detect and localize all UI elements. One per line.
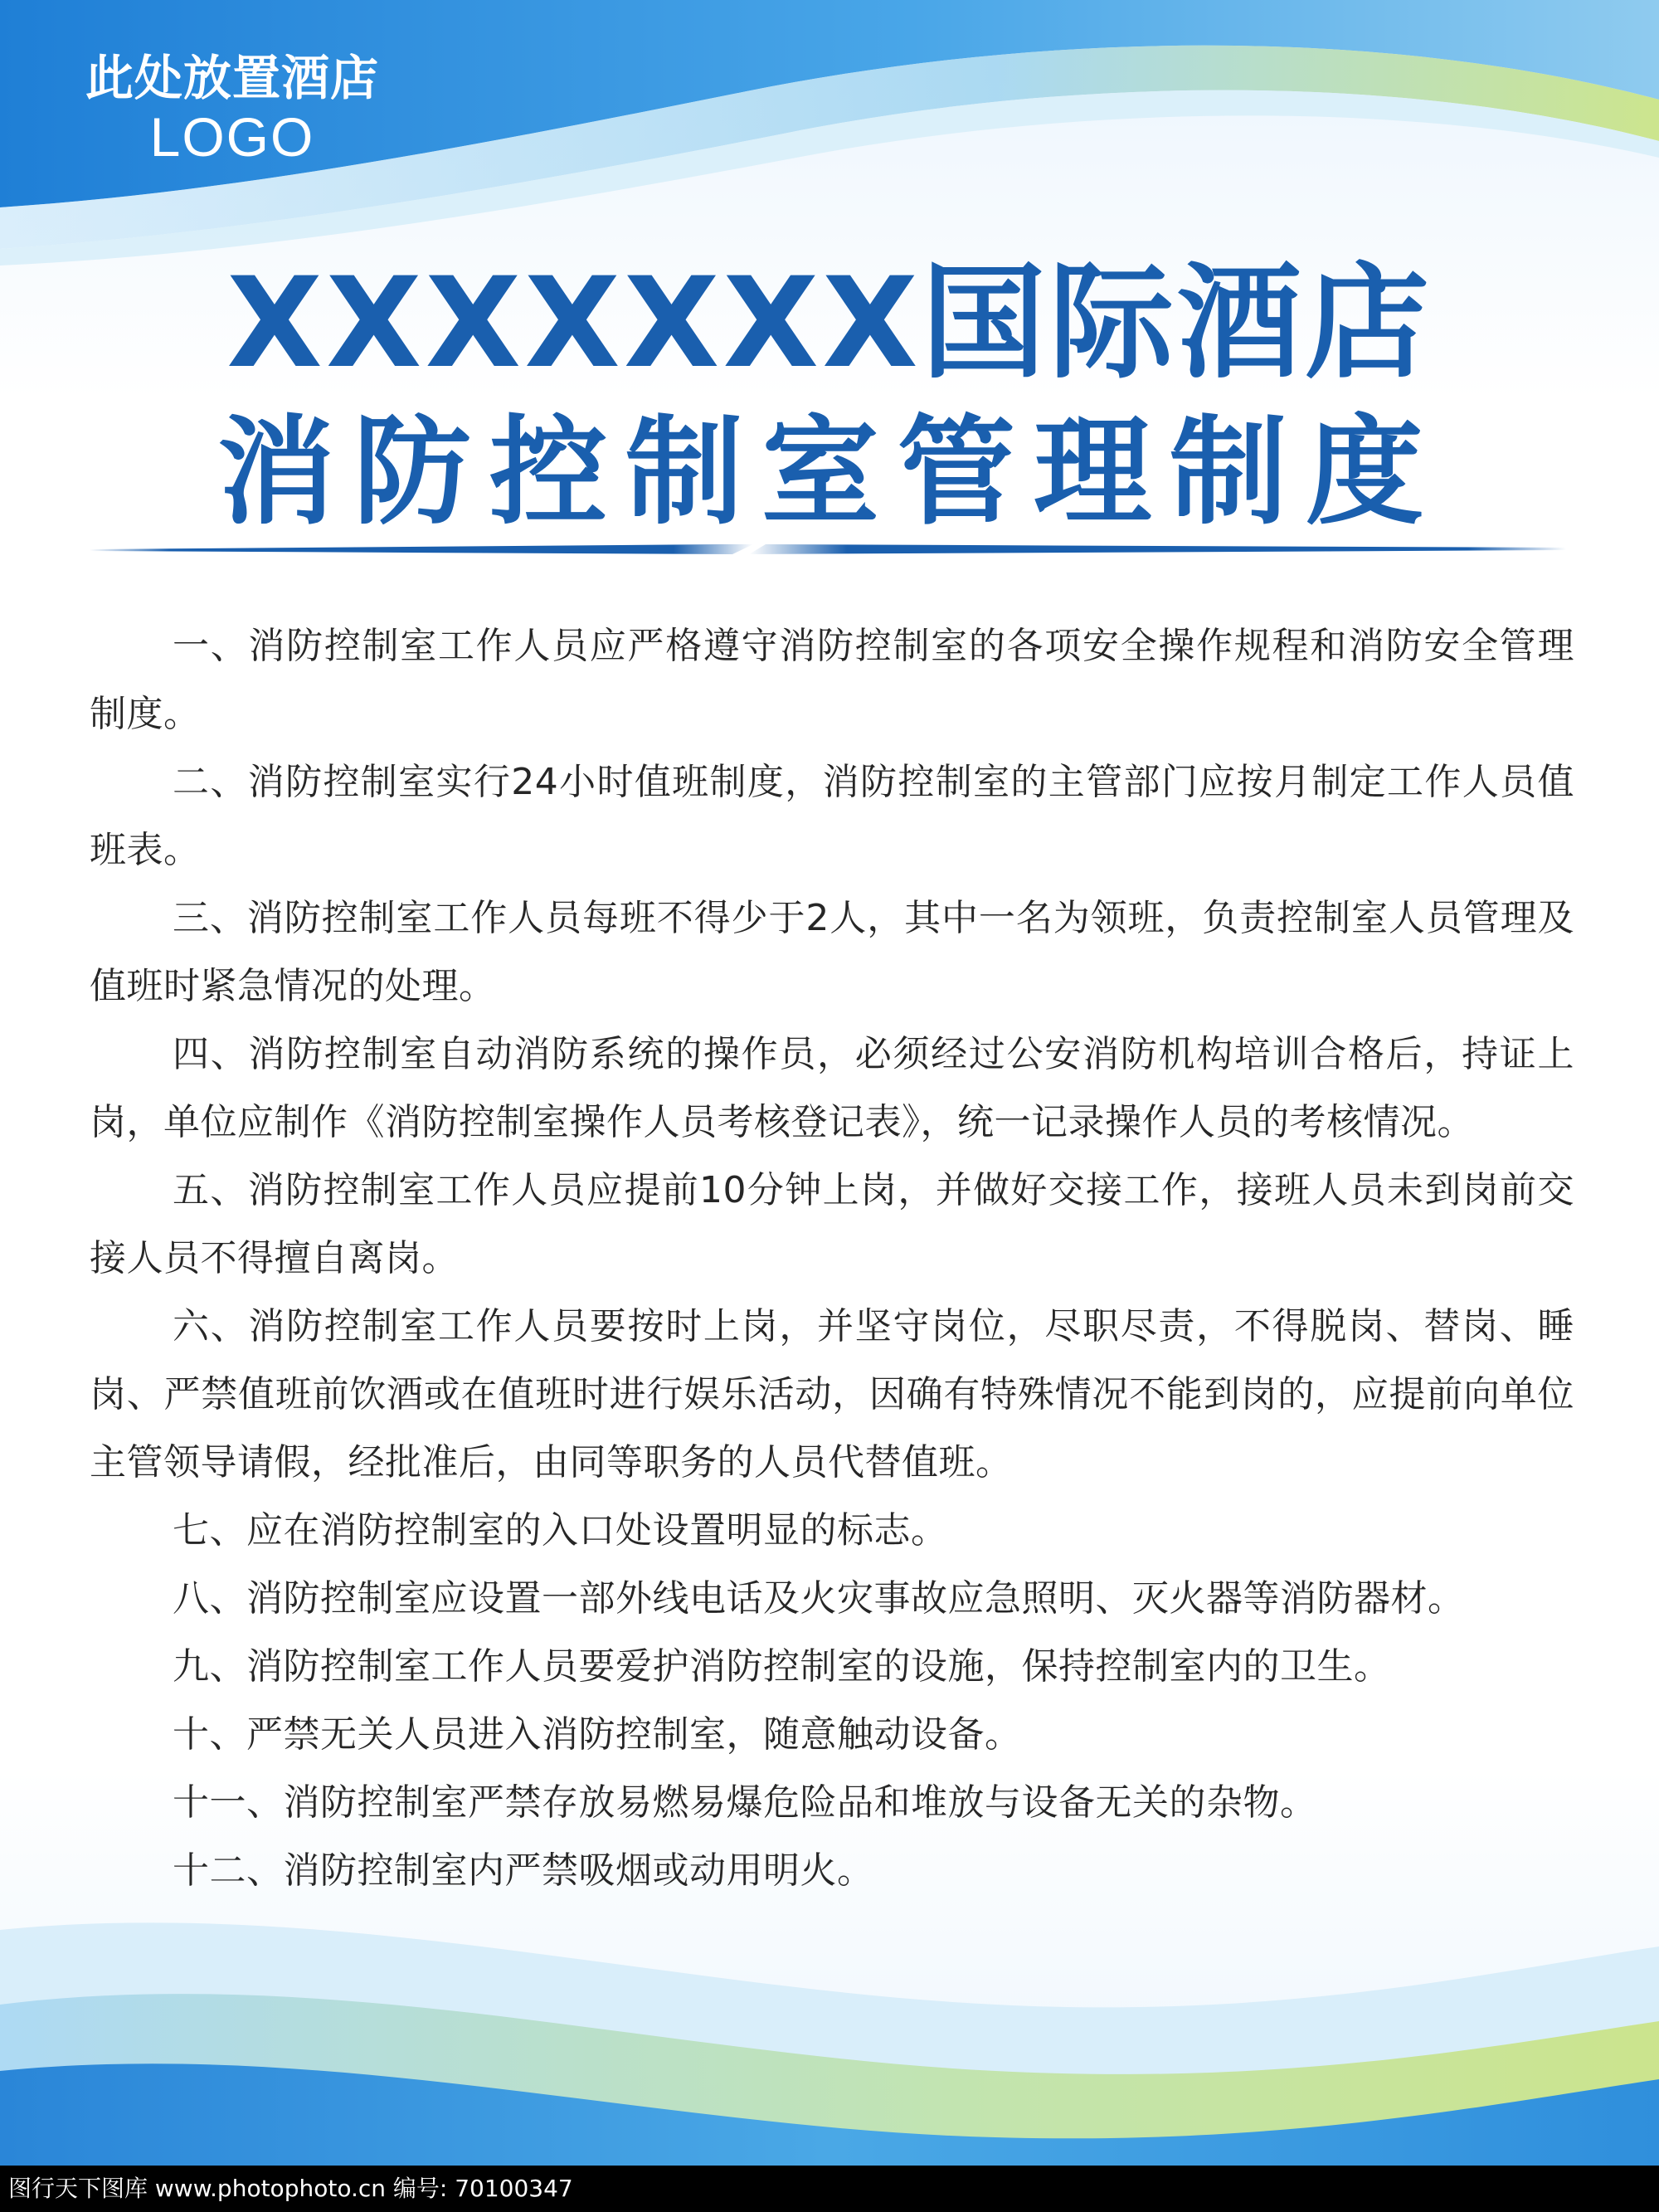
hotel-logo-placeholder (58, 48, 406, 166)
rules-list (90, 612, 1574, 1905)
rule-item: 七、应在消防控制室的入口处设置明显的标志。 (173, 1509, 948, 1552)
regulation-title: 消防控制室管理制度 (217, 404, 1442, 541)
rule-item: 十、严禁无关人员进入消防控制室，随意触动设备。 (173, 1713, 1022, 1756)
rule-item: 二、消防控制室实行24小时值班制度，消防控制室的主管部门应按月制定工作人员值班表。 (90, 761, 1574, 871)
rule-item: 四、消防控制室自动消防系统的操作员，必须经过公安消防机构培训合格后，持证上岗，单位应制作《消防控制室操作人员考核登记表》，统一记录操作人员的考核情况。 (90, 1033, 1574, 1143)
rule-item: 十二、消防控制室内严禁吸烟或动用明火。 (173, 1849, 874, 1892)
rule-item: 一、消防控制室工作人员应严格遵守消防控制室的各项安全操作规程和消防安全管理制度。 (90, 625, 1574, 735)
bottom-wave-decoration (0, 1880, 1659, 2212)
watermark-bar: 图行天下图库 www.photophoto.cn 编号: 70100347 (0, 2166, 1659, 2212)
poster-title (0, 249, 1659, 548)
title-divider (90, 541, 1566, 558)
logo-placeholder-text: 此处放置酒店 (85, 50, 379, 106)
rule-item: 十一、消防控制室严禁存放易燃易爆危险品和堆放与设备无关的杂物。 (173, 1781, 1317, 1824)
rule-item: 九、消防控制室工作人员要爱护消防控制室的设施，保持控制室内的卫生。 (173, 1645, 1391, 1688)
hotel-name-title: XXXXXXX国际酒店 (226, 251, 1433, 396)
rule-item: 六、消防控制室工作人员要按时上岗，并坚守岗位，尽职尽责，不得脱岗、替岗、睡岗、严禁值班前饮酒或在值班时进行娱乐活动，因确有特殊情况不能到岗的，应提前向单位主管领导请假，经批准后，由同等职务的人员代替值班。 (90, 1305, 1574, 1484)
logo-label: LOGO (149, 106, 315, 168)
rule-item: 五、消防控制室工作人员应提前10分钟上岗，并做好交接工作，接班人员未到岗前交接人员不得擅自离岗。 (90, 1169, 1574, 1279)
rule-item: 八、消防控制室应设置一部外线电话及火灾事故应急照明、灭火器等消防器材。 (173, 1577, 1465, 1620)
rule-item: 三、消防控制室工作人员每班不得少于2人，其中一名为领班，负责控制室人员管理及值班时紧急情况的处理。 (90, 897, 1574, 1007)
